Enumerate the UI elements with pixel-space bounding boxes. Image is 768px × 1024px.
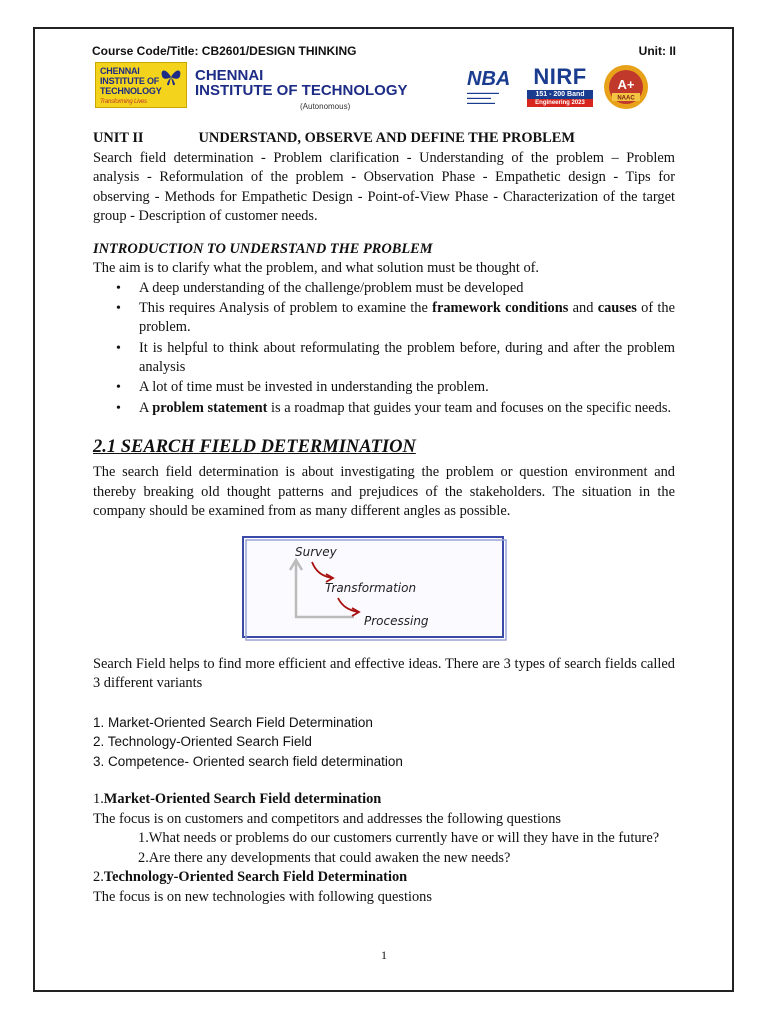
intro-bullets (93, 279, 675, 419)
list-item (93, 279, 675, 299)
bullet-bold: problem statement (152, 399, 268, 416)
institute-name (195, 68, 408, 114)
unit-heading (93, 129, 675, 149)
diagram-figure (240, 534, 508, 642)
nirf-text: NIRF (533, 64, 587, 89)
cit-logo (95, 62, 187, 108)
cit-logo-line2: INSTITUTE OF (100, 76, 160, 86)
bullet-text: of the problem. (139, 299, 675, 336)
market-question-1: 1.What needs or problems do our customers currently have or will they have in the future? (138, 830, 660, 847)
variant-1: 1. Market-Oriented Search Field Determination (93, 714, 373, 730)
list-item (93, 399, 675, 419)
diagram-processing: Processing (364, 613, 429, 628)
intro-aim: The aim is to clarify what the problem, and what solution must be thought of. (93, 260, 540, 276)
unit-label-text: UNIT II (93, 130, 144, 146)
nirf-year: Engineering 2023 (527, 99, 593, 107)
sub-heading-title: Market-Oriented Search Field determination (103, 791, 382, 808)
technology-focus: The focus is on new technologies with following questions (93, 888, 432, 905)
unit-label: Unit: II (638, 44, 676, 58)
sub-heading-title: Technology-Oriented Search Field Determination (103, 869, 408, 886)
institute-name-line2: INSTITUTE OF TECHNOLOGY (195, 82, 408, 99)
course-title: Course Code/Title: CB2601/DESIGN THINKING (92, 44, 357, 58)
nirf-logo (527, 66, 593, 110)
variant-3: 3. Competence- Oriented search field determination (93, 753, 403, 769)
page-header (92, 44, 676, 58)
nba-text: NBA (467, 68, 511, 90)
autonomous-label: (Autonomous) (300, 102, 351, 111)
list-item (93, 339, 675, 378)
cit-logo-line3: TECHNOLOGY (100, 86, 162, 96)
butterfly-icon (160, 67, 182, 87)
nba-subtext: ▬▬▬▬▬▬▬▬ ▬▬▬▬▬▬ ▬▬▬▬▬▬▬ (467, 90, 499, 105)
page-number: 1 (381, 948, 387, 962)
bullet-text: It is helpful to think about reformulating the problem before, during and after the problem analysis (139, 339, 675, 376)
bullet-text: A lot of time must be invested in understanding the problem. (139, 379, 489, 396)
market-focus: The focus is on customers and competitors and addresses the following questions (93, 810, 562, 827)
bullet-text: is a roadmap that guides your team and focuses on the specific needs. (267, 399, 672, 416)
institute-name-line1: CHENNAI (195, 67, 264, 84)
bullet-text: and (568, 299, 598, 316)
page-content (93, 129, 675, 907)
logo-row (95, 62, 675, 110)
search-field-diagram (240, 534, 508, 642)
bullet-bold: causes (597, 299, 637, 316)
diagram-survey: Survey (295, 544, 337, 559)
cit-logo-line1: CHENNAI (100, 66, 140, 76)
bullet-text: A (139, 399, 153, 416)
sub-heading-technology (93, 868, 675, 888)
bullet-text: A deep understanding of the challenge/problem must be developed (139, 279, 524, 296)
list-item (93, 378, 675, 398)
unit-title-text: UNDERSTAND, OBSERVE AND DEFINE THE PROBLEM (198, 130, 575, 146)
sub-heading-number: 1. (93, 791, 104, 808)
cit-logo-tagline: Transforming Lives (100, 99, 147, 105)
sub-heading-market (93, 790, 675, 810)
naac-label: NAAC (617, 95, 635, 102)
unit-topics: Search field determination - Problem clarification - Understanding of the problem – Problem analysis - Reformulation of the problem - Observation Phase - Empathetic design - Tips for observing - Methods for Empathetic Design - Point-of-View Phase - Characterization of the target group - Description of customer needs. (93, 149, 675, 224)
naac-seal-icon (603, 64, 649, 110)
list-item (93, 299, 675, 338)
market-question-2: 2.Are there any developments that could awaken the new needs? (138, 849, 511, 866)
diagram-transformation: Transformation (325, 580, 417, 595)
sub-heading-number: 2. (93, 869, 104, 886)
section-paragraph: The search field determination is about investigating the problem or question environment and thereby breaking old thought patterns and prejudices of the stakeholders. The situation in the company should be examined from as many different angles as possible. (93, 464, 675, 520)
bullet-bold: framework conditions (432, 299, 569, 316)
nba-logo (467, 68, 519, 108)
nirf-band: 151 - 200 Band (527, 90, 593, 99)
section-heading: 2.1 SEARCH FIELD DETERMINATION (93, 437, 416, 458)
naac-grade: A+ (617, 77, 635, 92)
search-field-helps: Search Field helps to find more efficient and effective ideas. There are 3 types of search fields called 3 different variants (93, 655, 675, 692)
bullet-text: This requires Analysis of problem to examine the (139, 299, 433, 316)
intro-heading: INTRODUCTION TO UNDERSTAND THE PROBLEM (93, 240, 433, 257)
variant-2: 2. Technology-Oriented Search Field (93, 734, 312, 750)
